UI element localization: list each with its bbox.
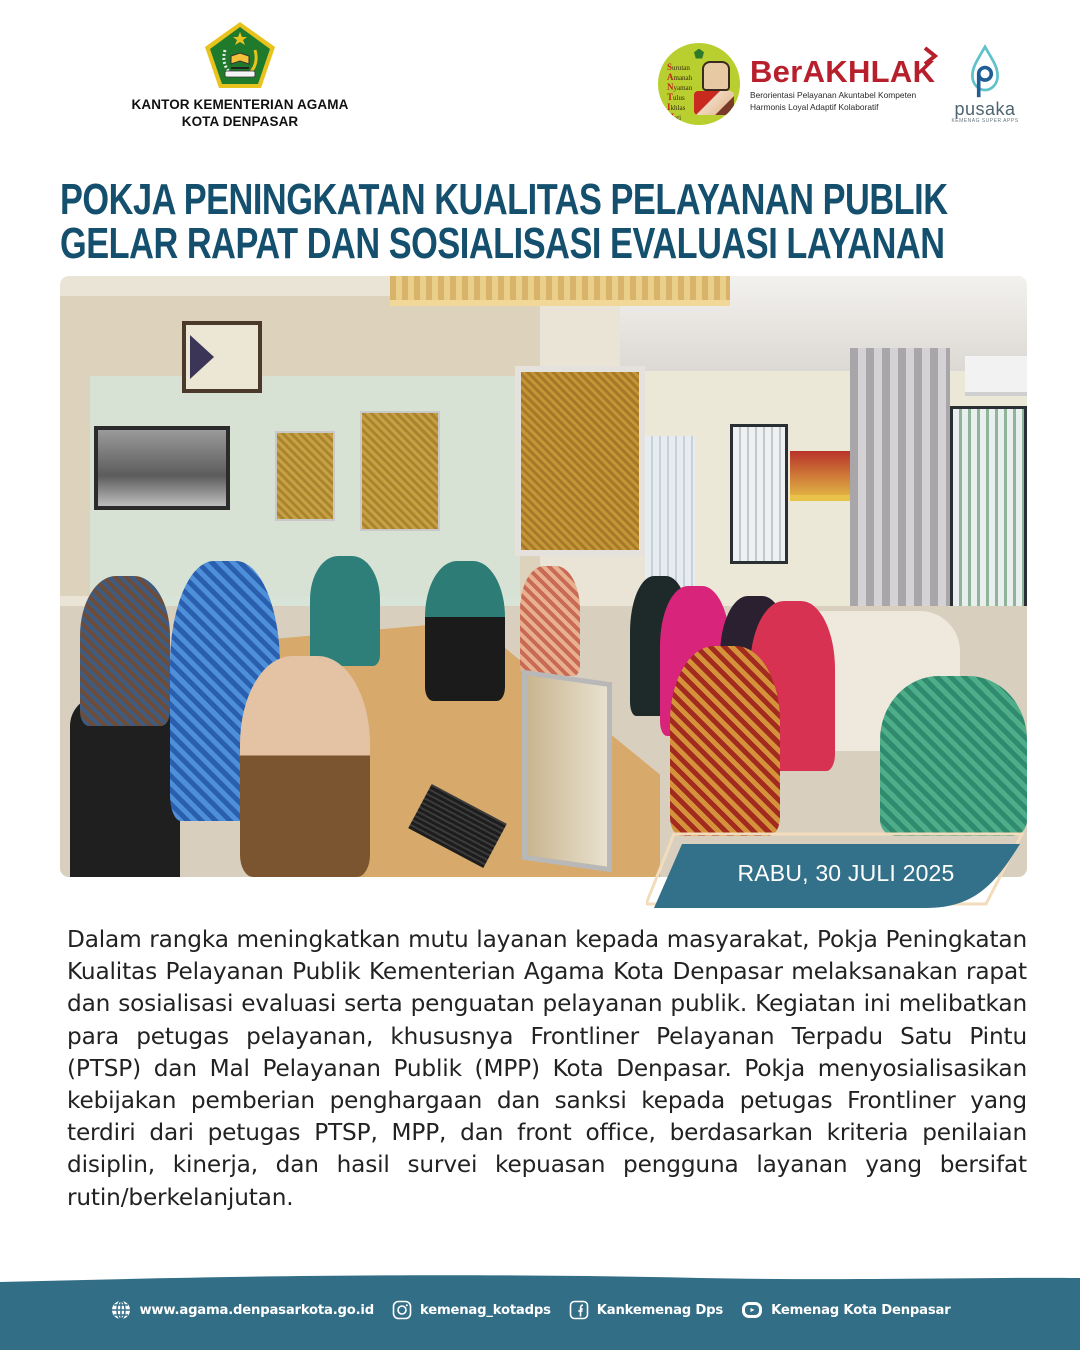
pusaka-subtitle: KEMENAG SUPER APPS bbox=[951, 117, 1019, 124]
organization-block bbox=[105, 20, 375, 130]
certificate-frame bbox=[182, 321, 262, 393]
article-body: Dalam rangka meningkatkan mutu layanan kepada masyarakat, Pokja Peningkatan Kualitas Pelayanan Publik Kementerian Agama Kota Denpasar melaksanakan rapat dan sosialisasi evaluasi serta penguatan pelayanan publik. Kegiatan ini melibatkan para petugas pelayanan, khususnya Frontliner Pelayanan Terpadu Satu Pintu (PTSP) dan Mal Pelayanan Publik (MPP) Kota Denpasar. Pokja menyosialisasikan kebijakan pemberian penghargaan dan sanksi kepada petugas Frontliner yang terdiri dari petugas PTSP, MPP, dan front office, berdasarkan kriteria penilaian disiplin, kinerja, dan hasil survei kepuasan pengguna layanan yang bersifat rutin/berkelanjutan. bbox=[67, 926, 1027, 1211]
chevron-right-icon bbox=[922, 46, 938, 66]
facebook-label: Kankemenag Dps bbox=[596, 1302, 724, 1318]
historic-photo-frame bbox=[94, 426, 230, 510]
santun-circle-logo bbox=[658, 43, 740, 125]
footer-link-instagram[interactable] bbox=[392, 1300, 551, 1320]
instagram-label: kemenag_kotadps bbox=[419, 1302, 551, 1318]
footer-link-youtube[interactable] bbox=[741, 1300, 950, 1320]
globe-icon bbox=[111, 1300, 131, 1320]
mini-emblem-icon bbox=[694, 49, 704, 59]
berakhlak-wordmark: BerAKHLAK bbox=[750, 53, 936, 89]
berakhlak-logo bbox=[750, 53, 940, 112]
pusaka-logo bbox=[950, 44, 1020, 124]
facebook-icon bbox=[569, 1300, 589, 1320]
santun-letters: Surutan Amanah Nyaman Tulus Ikhlas Hati bbox=[667, 61, 693, 122]
berakhlak-tagline-2: Harmonis Loyal Adaptif Kolaboratif bbox=[750, 101, 879, 112]
instagram-icon bbox=[392, 1300, 412, 1320]
batik-pillar bbox=[515, 366, 645, 556]
footer-link-facebook[interactable] bbox=[569, 1300, 723, 1320]
event-photo bbox=[60, 276, 1027, 877]
headline bbox=[60, 175, 1020, 268]
org-name-line-1: KANTOR KEMENTERIAN AGAMA bbox=[131, 97, 349, 112]
headline-line-1: POKJA PENINGKATAN KUALITAS PELAYANAN PUBLIK bbox=[60, 175, 948, 224]
youtube-label: Kemenag Kota Denpasar bbox=[771, 1302, 951, 1318]
wall-shrine bbox=[790, 451, 850, 501]
monitor bbox=[522, 670, 612, 873]
headline-line-2: GELAR RAPAT DAN SOSIALISASI EVALUASI LAYANAN bbox=[60, 219, 945, 268]
kemenag-emblem-icon bbox=[203, 20, 277, 90]
footer-link-website[interactable] bbox=[111, 1300, 374, 1320]
org-name-line-2: KOTA DENPASAR bbox=[181, 114, 299, 129]
flag-graphic bbox=[694, 91, 734, 115]
youtube-icon bbox=[741, 1300, 763, 1320]
ceiling-ornament bbox=[390, 276, 730, 306]
website-label: www.agama.denpasarkota.go.id bbox=[139, 1302, 374, 1318]
berakhlak-tagline-1: Berorientasi Pelayanan Akuntabel Kompeten bbox=[750, 89, 917, 100]
partner-logos bbox=[658, 36, 1020, 131]
footer-links bbox=[0, 1300, 1080, 1320]
air-conditioner bbox=[965, 356, 1027, 396]
pusaka-drop-icon bbox=[967, 44, 1003, 100]
date-banner bbox=[646, 832, 1026, 910]
raised-fist-icon bbox=[702, 61, 730, 91]
pusaka-wordmark: pusaka bbox=[954, 98, 1016, 119]
event-date: RABU, 30 JULI 2025 bbox=[737, 860, 955, 886]
